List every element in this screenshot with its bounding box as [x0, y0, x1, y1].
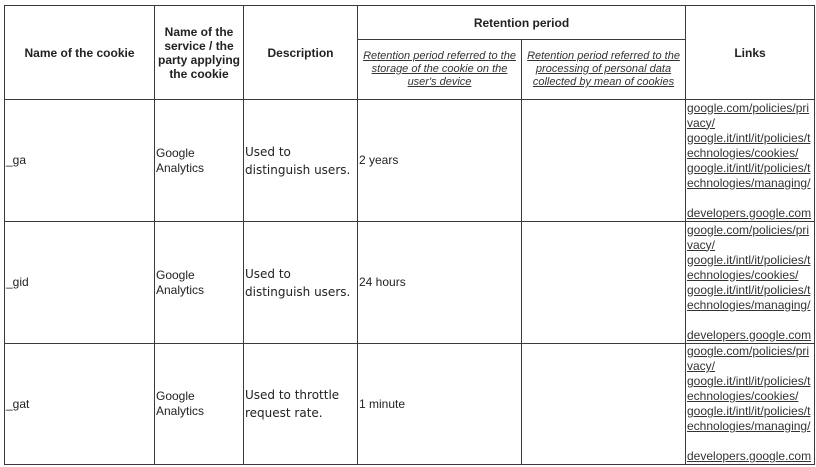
link-text: google.it/intl/it/policies/t [687, 130, 811, 145]
link-text: vacy/ [687, 115, 716, 130]
policy-link[interactable] [687, 404, 813, 434]
service-cell: Google Analytics [155, 100, 244, 222]
policy-link[interactable] [687, 374, 813, 404]
table-header [5, 6, 815, 100]
link-text: google.com/policies/pri [687, 100, 810, 115]
cookie-name-cell: _gat [5, 344, 155, 465]
policy-link[interactable] [687, 283, 813, 313]
header-retention-processing: Retention period referred to the processing of personal data collected by mean of cookies [522, 40, 686, 100]
retention-storage-cell: 2 years [358, 100, 522, 222]
table-row [5, 222, 815, 344]
link-text: vacy/ [687, 237, 716, 252]
link-text: echnologies/cookies/ [687, 389, 799, 403]
link-text: google.it/intl/it/policies/t [687, 160, 811, 175]
link-text: vacy/ [687, 359, 716, 373]
policy-link[interactable] [687, 328, 813, 343]
service-cell: Google Analytics [155, 222, 244, 344]
description-cell: Used to throttle request rate. [244, 344, 358, 465]
service-cell: Google Analytics [155, 344, 244, 465]
cookie-name-cell: _ga [5, 100, 155, 222]
table-body [5, 100, 815, 465]
link-text: echnologies/managing/ [687, 175, 811, 190]
link-text: google.it/intl/it/policies/t [687, 374, 811, 388]
policy-link[interactable] [687, 344, 813, 374]
policy-link[interactable] [687, 253, 813, 283]
link-text: echnologies/cookies/ [687, 267, 799, 282]
links-cell [686, 344, 815, 465]
policy-link[interactable] [687, 161, 813, 191]
links-cell [686, 222, 815, 344]
link-text: developers.google.com [687, 205, 812, 220]
link-text: developers.google.com [687, 327, 812, 342]
links-cell [686, 100, 815, 222]
header-service: Name of the service / the party applying the cookie [155, 6, 244, 100]
description-cell: Used to distinguish users. [244, 222, 358, 344]
retention-processing-cell [522, 344, 686, 465]
header-retention-storage: Retention period referred to the storage of the cookie on the user's device [358, 40, 522, 100]
link-text: google.com/policies/pri [687, 222, 810, 237]
header-links: Links [686, 6, 815, 100]
policy-link[interactable] [687, 101, 813, 131]
description-cell: Used to distinguish users. [244, 100, 358, 222]
header-cookie-name: Name of the cookie [5, 6, 155, 100]
link-text: google.com/policies/pri [687, 344, 810, 358]
retention-processing-cell [522, 100, 686, 222]
table-row [5, 344, 815, 465]
link-text: echnologies/cookies/ [687, 145, 799, 160]
header-retention-period: Retention period [358, 6, 686, 40]
link-text: developers.google.com [687, 449, 812, 463]
cookie-name-cell: _gid [5, 222, 155, 344]
cookie-table [4, 5, 815, 465]
link-text: echnologies/managing/ [687, 297, 811, 312]
policy-link[interactable] [687, 223, 813, 253]
policy-link[interactable] [687, 206, 813, 221]
retention-storage-cell: 24 hours [358, 222, 522, 344]
table-row [5, 100, 815, 222]
retention-storage-cell: 1 minute [358, 344, 522, 465]
link-text: google.it/intl/it/policies/t [687, 252, 811, 267]
link-text: echnologies/managing/ [687, 419, 811, 433]
policy-link[interactable] [687, 449, 813, 464]
header-description: Description [244, 6, 358, 100]
link-text: google.it/intl/it/policies/t [687, 404, 811, 418]
policy-link[interactable] [687, 131, 813, 161]
link-text: google.it/intl/it/policies/t [687, 282, 811, 297]
retention-processing-cell [522, 222, 686, 344]
